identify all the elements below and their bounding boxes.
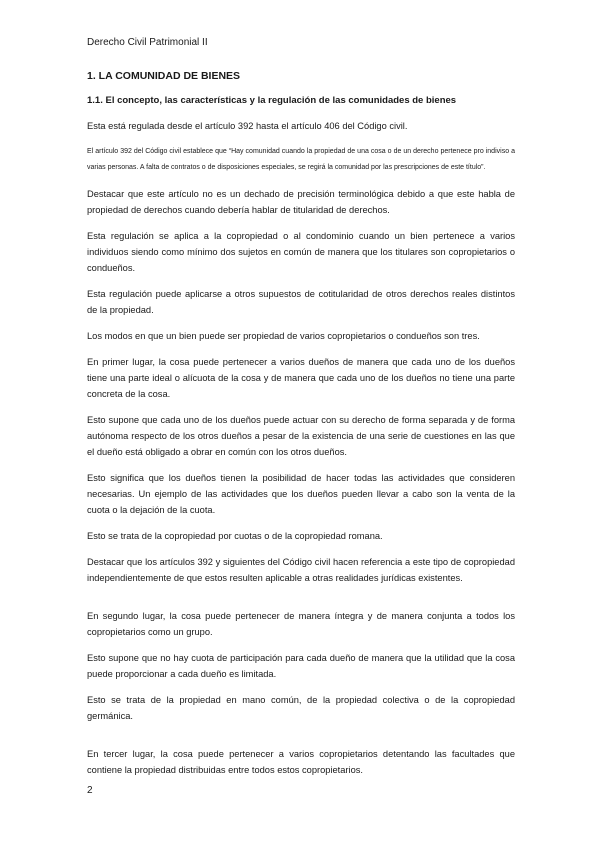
section-title: 1. LA COMUNIDAD DE BIENES [87, 70, 241, 82]
paragraph-quote: El artículo 392 del Código civil establece que “Hay comunidad cuando la propiedad de una cosa o de un derecho pertenece pro indiviso a varias personas. A falta de contratos o de disposiciones especiales, se regirá la comunidad por las prescripciones de este título”. [87, 148, 515, 171]
page-body [87, 70, 515, 788]
paragraph: Esto se trata de la copropiedad por cuotas o de la copropiedad romana. [87, 531, 383, 541]
paragraph: Esta está regulada desde el artículo 392 hasta el artículo 406 del Código civil. [87, 121, 408, 131]
section-subtitle: 1.1. El concepto, las características y la regulación de las comunidades de bienes [87, 95, 457, 106]
page-number: 2 [87, 785, 93, 796]
paragraph: Esto supone que no hay cuota de participación para cada dueño de manera que la utilidad que la cosa puede proporcionar a cada dueño es limitada. [87, 653, 515, 679]
paragraph: Esto significa que los dueños tienen la posibilidad de hacer todas las actividades que consideren necesarias. Un ejemplo de las actividades que los dueños pueden llevar a cabo son la venta de la cuota o la dejación de la cuota. [87, 473, 515, 515]
paragraph: Esta regulación puede aplicarse a otros supuestos de cotitularidad de otros derechos reales distintos de la propiedad. [87, 289, 515, 315]
paragraph: Esto se trata de la propiedad en mano común, de la propiedad colectiva o de la copropiedad germánica. [87, 695, 515, 721]
paragraph: Destacar que los artículos 392 y siguientes del Código civil hacen referencia a este tipo de copropiedad independientemente de que estos resulten aplicable a otras realidades jurídicas existentes. [87, 557, 515, 583]
paragraph: Los modos en que un bien puede ser propiedad de varios copropietarios o condueños son tres. [87, 331, 480, 341]
paragraph: En primer lugar, la cosa puede pertenecer a varios dueños de manera que cada uno de los dueños tiene una parte ideal o alícuota de la cosa y de manera que cada uno de los dueños no tiene una parte concreta de la cosa. [87, 357, 515, 399]
paragraph: Destacar que este artículo no es un dechado de precisión terminológica debido a que este habla de propiedad de derechos cuando debería hablar de titularidad de derechos. [87, 189, 515, 215]
paragraph: Esto supone que cada uno de los dueños puede actuar con su derecho de forma separada y de forma autónoma respecto de los otros dueños a pesar de la existencia de una serie de cuestiones en las que el dueño está obligado a obrar en común con los otros dueños. [87, 415, 515, 457]
paragraph: En tercer lugar, la cosa puede pertenecer a varios copropietarios detentando las facultades que contiene la propiedad distribuidas entre todos estos copropietarios. [87, 749, 515, 775]
paragraph: En segundo lugar, la cosa puede pertenecer de manera íntegra y de manera conjunta a todos los copropietarios como un grupo. [87, 611, 515, 637]
paragraph: Esta regulación se aplica a la copropiedad o al condominio cuando un bien pertenece a varios individuos siendo como mínimo dos sujetos en común de manera que los titulares son copropietarios o condueños. [87, 231, 515, 273]
running-header: Derecho Civil Patrimonial II [87, 37, 208, 48]
